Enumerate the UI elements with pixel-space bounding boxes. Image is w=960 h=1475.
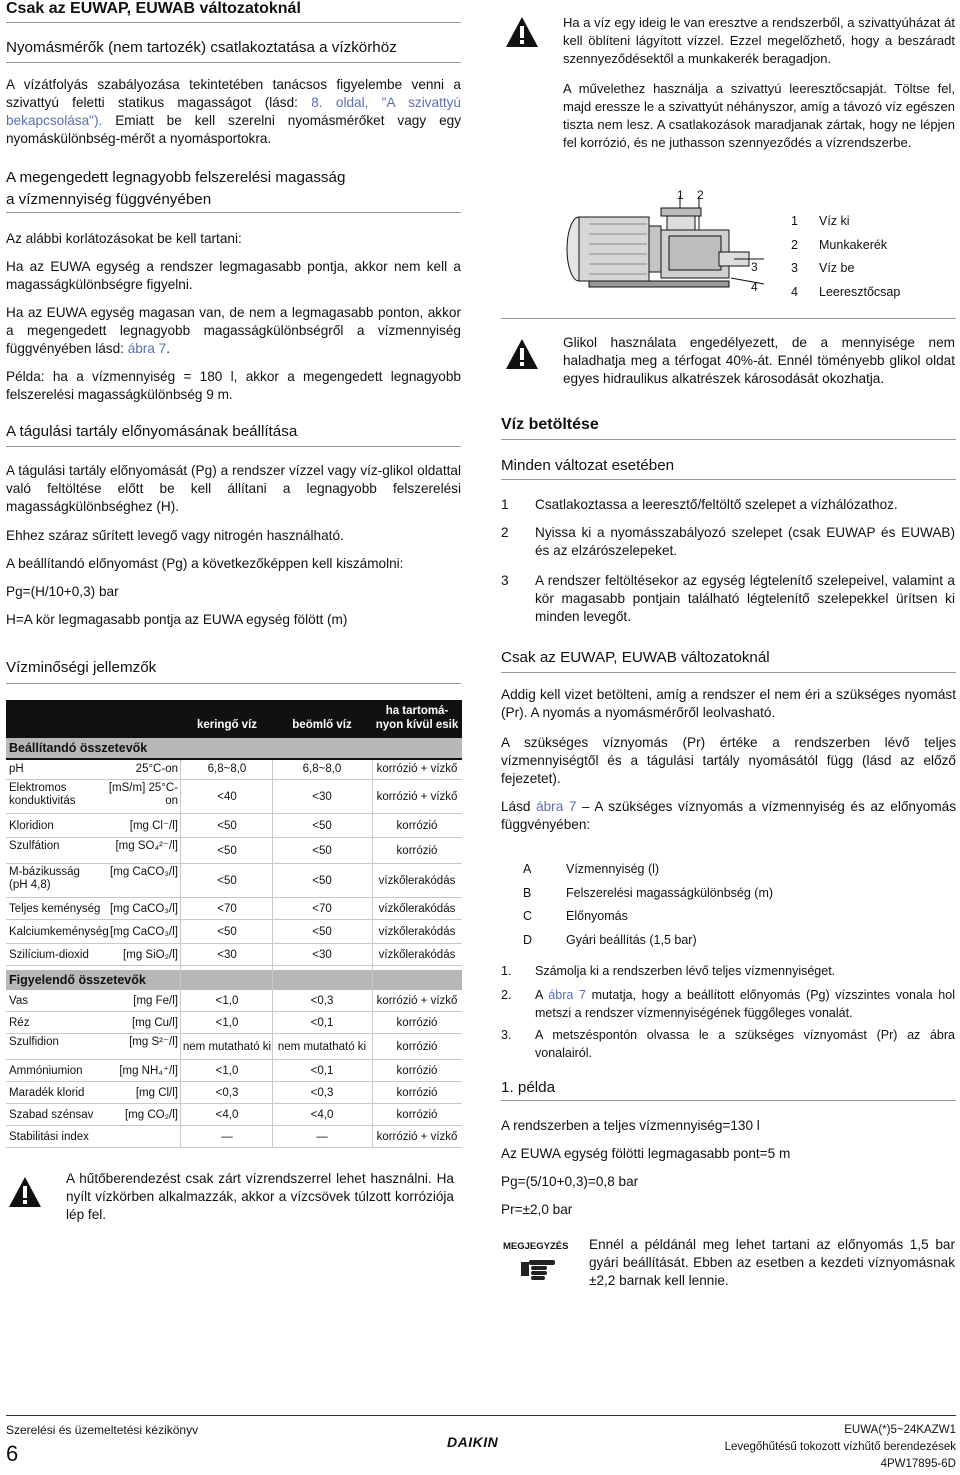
section-title-height-1: A megengedett legnagyobb felszerelési magasság [6,169,346,186]
paragraph-gauges: A vízátfolyás szabályozása tekintetében tanácsos figyelembe venni a szivattyú feletti statikus magasságot (lásd: 8. oldal, "A szivattyú bekapcsolása"). Emiatt be kell szerelni nyomásmérőket vagy egy nyomáskülönbség-mérőt a nyomásportokra. [6,77,461,146]
cell-circ: <1,0 [215,1064,239,1077]
cell-out: vízkőlerakódás [378,948,456,961]
cell-out: korrózió + vízkő [376,762,458,775]
step-number: 2 [501,525,509,540]
key-letter: D [523,932,533,947]
cell-circ: — [221,1130,233,1143]
cell-circ: <50 [217,819,237,832]
table-row [6,780,462,814]
section-title-water-quality: Vízminőségi jellemzők [6,659,157,676]
callout-4: 4 [751,280,758,294]
step-number: 2. [501,988,512,1002]
divider [501,672,956,673]
cell-name: Vas [9,994,28,1007]
divider [6,62,461,63]
paragraph-pg: A tágulási tartály előnyomását (Pg) a rendszer vízzel vagy víz-glikol oldattal való feltöltése előtt be kell állítani a legnagyobb felszerelési magasságkülönbséghez (H). [6,463,461,514]
divider [501,1100,956,1101]
cell-circ: <30 [217,948,237,961]
cell-out: korrózió [396,844,438,857]
legend-number: 1 [791,214,798,228]
cell-out: korrózió + vízkő [376,1130,458,1143]
cell-feed: <0,3 [310,994,334,1007]
cell-unit: [mg CO₂/l] [124,1108,178,1121]
calc-step-3: A metszéspontón olvassa le a szükséges víznyomást (Pr) az ábra vonalairól. [535,1028,955,1060]
column-separator [272,760,273,1148]
figure-link[interactable]: ábra 7 [548,988,586,1002]
table-row [6,1104,462,1126]
paragraph-not-highest: Ha az EUWA egység magasan van, de nem a legmagasabb ponton, akkor a megengedett legnagyobb magasságkülönbségről a vízmennyiség függvényében lásd: ábra 7. [6,305,461,356]
cell-feed: <70 [312,902,332,915]
table-row [6,1060,462,1082]
section-header-controlled: Beállítandó összetevők [6,738,462,758]
callout-3: 3 [751,260,758,274]
example-volume: A rendszerben a teljes vízmennyiség=130 l [501,1118,760,1133]
header-circulating: keringő víz [196,719,258,731]
cell-unit: [mS/m] 25°C-on [108,782,178,807]
cell-out: korrózió [396,1040,438,1053]
pump-drawing [559,184,779,304]
note-label: MEGJEGYZÉS [503,1241,569,1252]
cell-name: M-bázikusság (pH 4,8) [9,866,80,891]
calc-step-2: A ábra 7 mutatja, hogy a beállított előnyomás (Pg) vízszintes vonala hol metszi a rendszer vízmennyiségének függőleges vonalát. [535,988,955,1020]
cell-name: pH [9,762,24,775]
step-text: A rendszer feltöltésekor az egység légtelenítő szelepeivel, valamint a kör magasabb pontjain található légtelenítő szelepekkel ürítsen ki minden levegőt. [535,573,955,624]
cell-feed: <30 [312,790,332,803]
step-number: 1. [501,964,512,978]
cell-out: korrózió [396,1108,438,1121]
header-feed: beömlő víz [292,719,352,731]
cell-name: Teljes keménység [9,902,101,915]
cell-name: Stabilitási index [9,1130,89,1143]
cell-out: vízkőlerakódás [378,902,456,915]
legend-number: 3 [791,261,798,275]
cell-circ: <40 [217,790,237,803]
legend-number: 4 [791,284,798,299]
cell-circ: 6,8~8,0 [207,762,247,775]
cell-name: Réz [9,1016,30,1029]
cell-out: korrózió [396,1086,438,1099]
cell-unit: [mg SO₄²⁻/l] [115,840,178,852]
table-row [6,1012,462,1034]
callout-1: 1 [677,188,684,202]
page-title: Csak az EUWAP, EUWAB változatoknál [6,0,301,17]
example-pg: Pg=(5/10+0,3)=0,8 bar [501,1174,639,1189]
formula-h: H=A kör legmagasabb pontja az EUWA egység fölött (m) [6,612,348,627]
header-out-of-range-1: ha tartomá- [385,705,449,717]
cell-circ: nem mutatható ki [182,1040,272,1053]
cell-feed: 6,8~8,0 [302,762,342,775]
cell-out: vízkőlerakódás [378,925,456,938]
page-number: 6 [6,1441,19,1466]
section-title-expansion-tank: A tágulási tartály előnyomásának beállítása [6,423,298,440]
key-text: Előnyomás [566,909,628,923]
step-number: 3 [501,573,509,588]
cell-name: Maradék klorid [9,1086,85,1099]
paragraph-highest-point: Ha az EUWA egység a rendszer legmagasabb pontja, akkor nem kell a magasságkülönbségre figyelni. [6,259,461,292]
key-text: Felszerelési magasságkülönbség (m) [566,885,774,900]
table-row [6,1034,462,1060]
cell-feed: <0,1 [310,1064,334,1077]
cell-unit: [mg Cl⁻/l] [129,819,178,832]
legend-text: Munkakerék [819,237,888,252]
section-title-height-2: a vízmennyiség függvényében [6,191,212,208]
step-text: Nyissa ki a nyomásszabályozó szelepet (csak EUWAP és EUWAB) és az elzárószelepeket. [535,525,955,558]
note-text: Ennél a példánál meg lehet tartani az előnyomás 1,5 bar gyári beállítását. Ebben az esetben a kezdeti víznyomásnak ±2,2 barnak kell lennie. [589,1237,955,1288]
cell-out: vízkőlerakódás [378,874,456,887]
brand-logo: DAIKIN [447,1434,499,1450]
cell-name: Ammóniumion [9,1064,83,1077]
step-number: 3. [501,1028,512,1042]
figure-link[interactable]: ábra 7 [536,799,577,814]
section-title-water-filling: Víz betöltése [501,416,599,433]
table-row [6,814,462,838]
pump-figure [559,184,779,304]
section-title-euwap: Csak az EUWAP, EUWAB változatoknál [501,649,770,666]
cell-circ: <1,0 [215,994,239,1007]
cell-name: Szilícium-dioxid [9,948,89,961]
cell-unit: [mg CaCO₃/l] [110,866,178,878]
cell-name: Szulfátion [9,840,60,852]
cell-unit: [mg Fe/l] [133,994,178,1007]
table-row [6,864,462,898]
step-number: 1 [501,497,509,512]
warning-glycol: Glikol használata engedélyezett, de a mennyisége nem haladhatja meg a térfogat 40%-át. Ennél töményebb glikol oldat egyes hidraulikus alkatrészek károsodását okozhatja. [563,335,955,386]
cell-circ: <50 [217,925,237,938]
example-pr: Pr=±2,0 bar [501,1202,573,1217]
cell-circ: <0,3 [215,1086,239,1099]
cell-feed: — [316,1130,328,1143]
step-text: Csatlakoztassa a leeresztő/feltöltő szelepet a vízhálózathoz. [535,497,898,512]
paragraph-see-figure: Lásd ábra 7 – A szükséges víznyomás a vízmennyiség és az előnyomás függvényében: [501,799,956,832]
warning-flush-pump: Ha a víz egy ideig le van eresztve a rendszerből, a szivattyúházat át kell öblíteni lágyított vízzel. Ezzel megelőzhető, hogy a beszáradt szennyeződésektől a munkakerék beragadjon. [563,15,955,66]
table-row [6,1126,462,1148]
table-row [6,944,462,966]
cell-unit: 25°C-on [135,762,178,775]
cell-unit: [mg NH₄⁺/l] [119,1064,178,1077]
cell-name: Kloridion [9,819,54,832]
cell-unit: [mg Cu/l] [131,1016,178,1029]
warning-drain-valve: A művelethez használja a szivattyú leeresztőcsapját. Töltse fel, majd eressze le a szivattyút néhányszor, amíg a távozó víz egészen tiszta nem lesz. A csatlakozások maradjanak zártak, hogy ne lépjen fel korrózió, és ne juthasson szennyeződés a vízrendszerbe. [563,81,955,150]
divider [6,212,461,213]
table-row [6,838,462,864]
column-separator [372,760,373,1148]
paragraph-calc: A beállítandó előnyomást (Pg) a következőképpen kell kiszámolni: [6,556,404,571]
footer-doc-number: 4PW17895-6D [880,1458,956,1470]
cell-feed: <50 [312,925,332,938]
key-letter: B [523,885,532,900]
column-separator [180,760,181,1148]
table-row [6,758,462,780]
cell-out: korrózió [396,819,438,832]
cell-feed: <0,1 [310,1016,334,1029]
legend-text: Víz be [819,261,855,275]
cell-name: Szulfidion [9,1036,59,1048]
legend-text: Leeresztőcsap [819,284,901,299]
header-out-of-range-2: nyon kívül esik [375,719,459,731]
paragraph-limits: Az alábbi korlátozásokat be kell tartani: [6,231,242,246]
cell-name: Kalciumkeménység [9,925,109,938]
cell-feed: <4,0 [310,1108,334,1121]
warning-closed-system: A hűtőberendezést csak zárt vízrendszerrel lehet használni. Ha nyílt vízkörben alkalmazzák, akkor a vízcsövek túlzott korróziója lép fel. [66,1171,454,1222]
legend-number: 2 [791,237,798,252]
water-quality-table [6,700,462,1148]
table-row [6,898,462,920]
cell-out: korrózió + vízkő [376,790,458,803]
warning-icon [505,15,539,54]
cell-circ: <70 [217,902,237,915]
footer-manual-title: Szerelési és üzemeltetési kézikönyv [6,1423,199,1437]
footer-divider [6,1415,956,1416]
divider [501,439,956,440]
example-height: Az EUWA egység fölötti legmagasabb pont=5 m [501,1146,791,1161]
formula-pg: Pg=(H/10+0,3) bar [6,584,119,599]
cell-name: Elektromos konduktivitás [9,782,76,807]
table-row [6,920,462,944]
cell-feed: <0,3 [310,1086,334,1099]
cell-unit: [mg CaCO₃/l] [110,925,178,938]
divider [501,479,956,480]
cell-out: korrózió + vízkő [376,994,458,1007]
paragraph-air: Ehhez száraz sűrített levegő vagy nitrogén használható. [6,528,344,543]
cell-circ: <50 [217,844,237,857]
table-row [6,1082,462,1104]
divider [6,683,461,684]
legend-text: Víz ki [819,214,850,228]
cell-feed: <30 [312,948,332,961]
figure-link[interactable]: ábra 7 [127,341,167,356]
section-header-reference: Figyelendő összetevők [6,970,462,990]
cell-circ: <50 [217,874,237,887]
cell-unit: [mg CaCO₃/l] [110,902,178,915]
cell-feed: <50 [312,844,332,857]
paragraph-pr: A szükséges víznyomás (Pr) értéke a rendszerben lévő teljes vízmennyiségtől és a tágulási tartály nyomásától függ (lásd az előző fejezetet). [501,735,956,786]
cell-unit: [mg S²⁻/l] [129,1036,178,1048]
section-title-pressure-gauges: Nyomásmérők (nem tartozék) csatlakoztatása a vízkörhöz [6,39,397,56]
cell-feed: <50 [312,874,332,887]
key-text: Vízmennyiség (l) [566,862,660,876]
cell-circ: <1,0 [215,1016,239,1029]
key-letter: C [523,909,533,923]
cell-name: Szabad szénsav [9,1108,94,1121]
callout-2: 2 [697,188,704,202]
footer-product: Levegőhűtésű tokozott vízhűtő berendezések [724,1441,956,1453]
cell-feed: <50 [312,819,332,832]
cell-feed: nem mutatható ki [277,1040,367,1053]
paragraph-fill-until: Addig kell vizet betölteni, amíg a rendszer el nem éri a szükséges nyomást (Pr). A nyomás a nyomásmérőről leolvasható. [501,687,956,720]
footer-model: EUWA(*)5~24KAZW1 [844,1424,956,1436]
key-text: Gyári beállítás (1,5 bar) [566,932,697,947]
example-title: 1. példa [501,1079,556,1096]
warning-icon [8,1175,42,1214]
cell-circ: <4,0 [215,1108,239,1121]
key-letter: A [523,862,532,876]
calc-step-1: Számolja ki a rendszerben lévő teljes vízmennyiséget. [535,964,836,978]
warning-icon [505,337,539,376]
cell-out: korrózió [396,1016,438,1029]
divider [6,22,461,23]
paragraph-example: Példa: ha a vízmennyiség = 180 l, akkor a megengedett legnagyobb felszerelési magasságkülönbség 9 m. [6,369,461,402]
cell-unit: [mg SiO₂/l] [123,948,178,961]
divider [6,446,461,447]
divider [501,318,956,319]
cell-out: korrózió [396,1064,438,1077]
note-hand-icon [521,1256,557,1287]
section-title-all-versions: Minden változat esetében [501,457,675,474]
table-row [6,990,462,1012]
cell-unit: [mg Cl/l] [135,1086,178,1099]
page-link[interactable]: 8. oldal, "A szivattyú bekapcsolása"). [6,95,461,128]
